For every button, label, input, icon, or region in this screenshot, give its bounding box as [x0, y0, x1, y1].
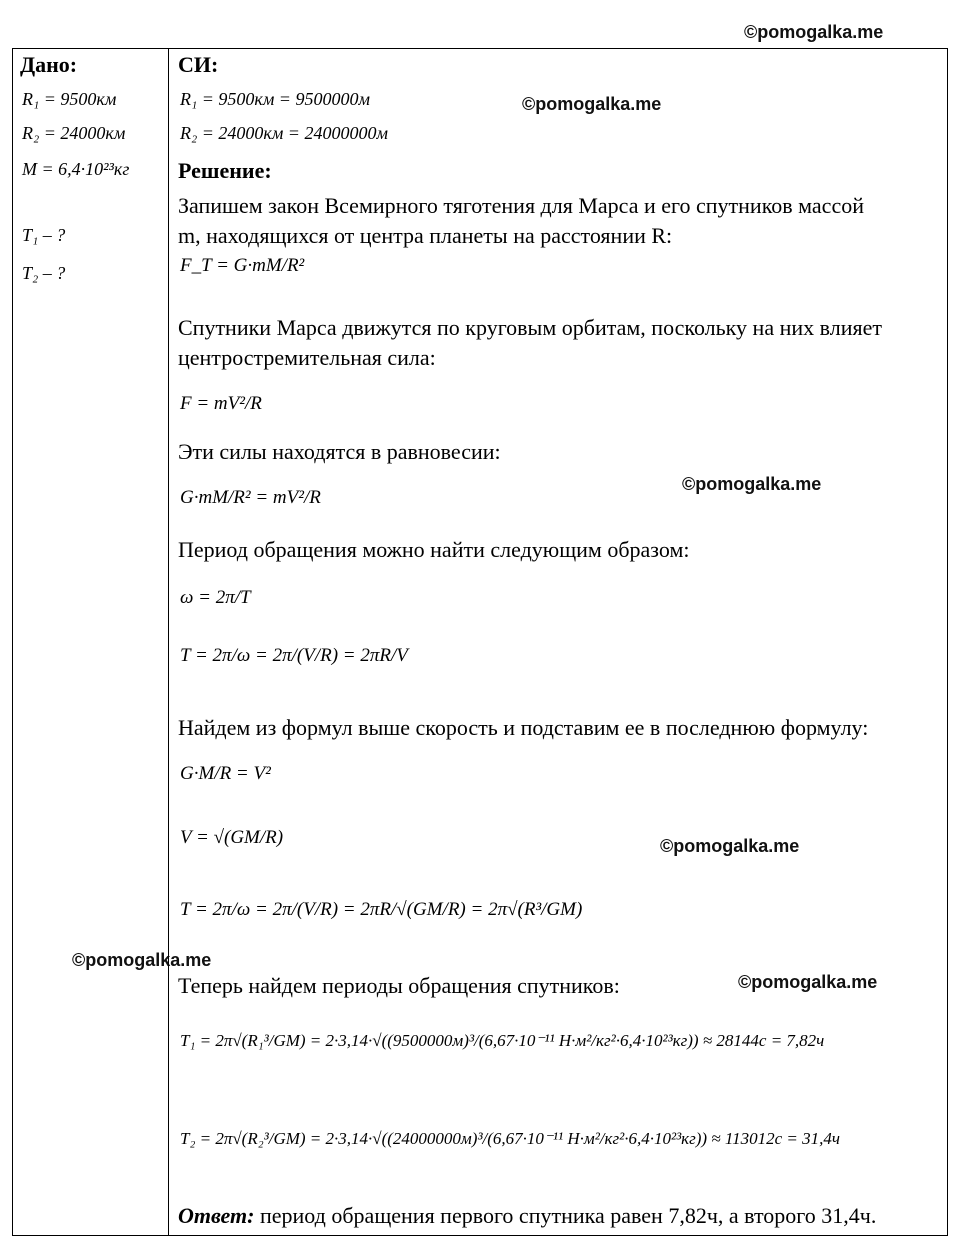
watermark: ©pomogalka.me — [682, 474, 822, 494]
formula-t1: T₁ = 2π√(R₁³/GM) = 2·3,14·√((9500000м)³/(6,67·10⁻¹¹ Н·м²/кг²·6,4·10²³кг)) ≈ 28144с = 7,82ч — [180, 1031, 825, 1050]
paragraph: центростремительная сила: — [178, 345, 436, 370]
paragraph: Период обращения можно найти следующим образом: — [178, 537, 690, 562]
si-header: СИ: — [178, 52, 219, 77]
watermark: ©pomogalka.me — [744, 22, 884, 42]
paragraph: Запишем закон Всемирного тяготения для Марса и его спутников массой — [178, 193, 864, 218]
watermark: ©pomogalka.me — [660, 836, 800, 856]
formula-period: T = 2π/ω = 2π/(V/R) = 2πR/V — [180, 645, 408, 666]
si-r1: R₁ = 9500км = 9500000м — [180, 89, 370, 109]
unknown-t1: T₁ – ? — [22, 225, 66, 245]
solution-header: Решение: — [178, 158, 272, 183]
answer — [178, 1200, 876, 1231]
watermark: ©pomogalka.me — [72, 950, 212, 970]
formula-t2: T₂ = 2π√(R₂³/GM) = 2·3,14·√((24000000м)³/(6,67·10⁻¹¹ Н·м²/кг²·6,4·10²³кг)) ≈ 113012с = 31,4ч — [180, 1129, 841, 1148]
si-r2: R₂ = 24000км = 24000000м — [180, 123, 388, 143]
watermark: ©pomogalka.me — [738, 972, 878, 992]
paragraph: Найдем из формул выше скорость и подставим ее в последнюю формулу: — [178, 715, 869, 740]
answer-text: период обращения первого спутника равен 7,82ч, а второго 31,4ч. — [254, 1203, 877, 1228]
formula-speed-squared: G·M/R = V² — [180, 763, 271, 784]
paragraph: Теперь найдем периоды обращения спутников: — [178, 973, 620, 998]
unknown-t2: T₂ – ? — [22, 263, 66, 283]
formula-balance: G·mM/R² = mV²/R — [180, 487, 321, 508]
answer-label: Ответ: — [178, 1203, 255, 1228]
formula-gravity: F_T = G·mM/R² — [180, 255, 305, 276]
column-divider — [168, 48, 169, 1236]
formula-speed: V = √(GM/R) — [180, 827, 284, 848]
paragraph: Эти силы находятся в равновесии: — [178, 439, 501, 464]
formula-omega: ω = 2π/T — [180, 587, 251, 608]
given-mass: M = 6,4·10²³кг — [22, 159, 130, 179]
watermark: ©pomogalka.me — [522, 94, 662, 114]
formula-centripetal: F = mV²/R — [180, 393, 262, 414]
given-r1: R₁ = 9500км — [22, 89, 117, 109]
paragraph: m, находящихся от центра планеты на расстоянии R: — [178, 223, 673, 248]
formula-period-final: T = 2π/ω = 2π/(V/R) = 2πR/√(GM/R) = 2π√(R³/GM) — [180, 899, 583, 920]
paragraph: Спутники Марса движутся по круговым орбитам, поскольку на них влияет — [178, 315, 882, 340]
given-r2: R₂ = 24000км — [22, 123, 126, 143]
given-header: Дано: — [20, 52, 78, 77]
